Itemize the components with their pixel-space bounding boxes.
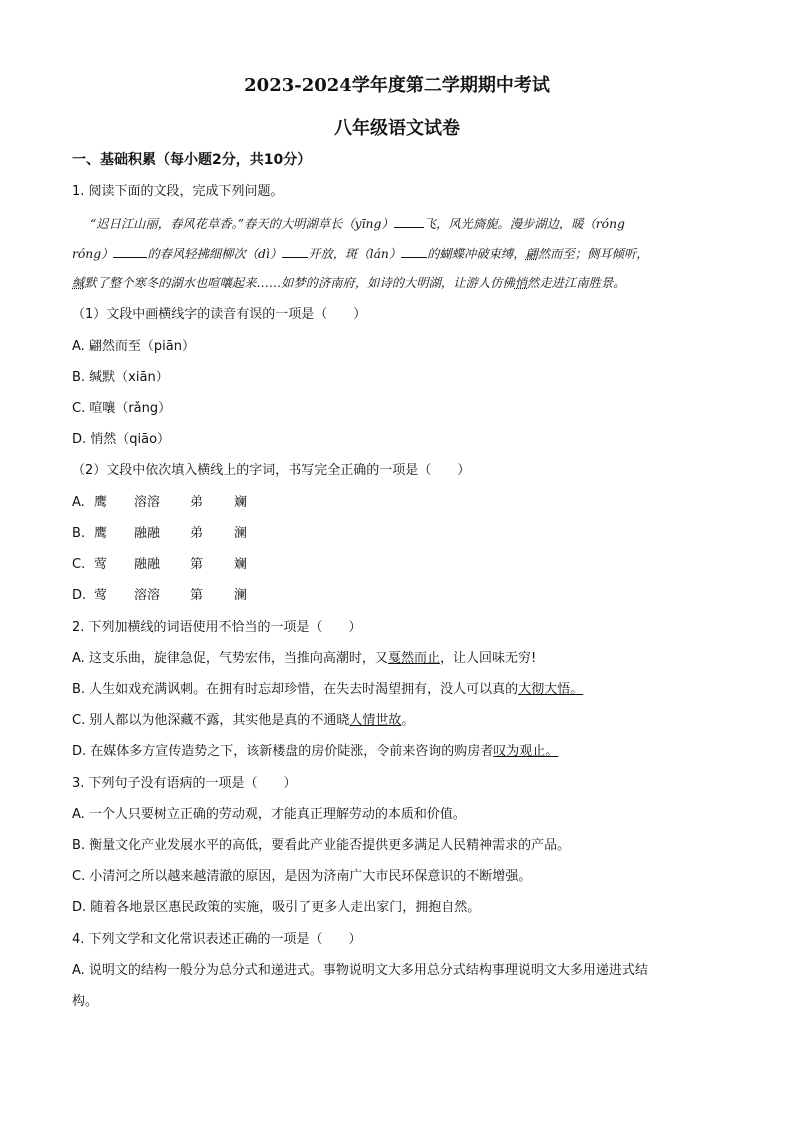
marked-char-jian: 缄 [72, 276, 85, 290]
q3-option-b: B. 衡量文化产业发展水平的高低，要看此产业能否提供更多满足人民精神需求的产品。 [72, 838, 571, 853]
q4-option-a-line1: A. 说明文的结构一般分为总分式和递进式。事物说明文大多用总分式结构事理说明文大多用递进式结 [72, 963, 648, 978]
passage-line-2: róng） 的春风轻拂细柳次（dì） 开放，斑（lán） 的蝴蝶冲破束缚，翩然而至；侧耳倾听， [72, 244, 722, 263]
q1-sub1-stem: （1）文段中画横线字的读音有误的一项是（ ） [72, 307, 367, 322]
q3-stem: 3. 下列句子没有语病的一项是（ ） [72, 776, 297, 791]
q4-stem: 4. 下列文学和文化常识表述正确的一项是（ ） [72, 932, 362, 947]
underlined-phrase: 大彻大悟。 [518, 682, 584, 697]
passage-line-3: 缄默了整个寒冬的湖水也喧嚷起来……如梦的济南府，如诗的大明湖，让游人仿佛悄然走进江南胜景。 [72, 276, 626, 290]
q1-sub1-option-b: B. 缄默（xiān） [72, 370, 169, 385]
q2-stem: 2. 下列加横线的词语使用不恰当的一项是（ ） [72, 620, 362, 635]
blank-2 [113, 244, 147, 258]
exam-subtitle: 八年级语文试卷 [334, 118, 460, 139]
q2-option-c: C. 别人都以为他深藏不露，其实他是真的不通晓人情世故。 [72, 713, 415, 728]
underlined-phrase: 人情世故 [349, 713, 402, 728]
q2-option-b: B. 人生如戏充满讽刺。在拥有时忘却珍惜，在失去时渴望拥有，没人可以真的大彻大悟。 [72, 682, 584, 697]
q1-sub2-option-d: D. 莺 溶溶 第 澜 [72, 588, 248, 603]
marked-char-qiao: 悄 [514, 276, 528, 290]
q4-option-a-line2: 构。 [72, 994, 99, 1009]
q2-option-d: D. 在媒体多方宣传造势之下，该新楼盘的房价陡涨，令前来咨询的购房者叹为观止。 [72, 744, 559, 759]
passage-line-1: “迟日江山丽，春风花草香。”春天的大明湖草长（yīng） 飞，风光旖旎。漫步湖边，暖（róng [90, 214, 740, 233]
q3-option-a: A. 一个人只要树立正确的劳动观，才能真正理解劳动的本质和价值。 [72, 807, 466, 822]
underlined-phrase: 戛然而止 [387, 651, 440, 666]
q1-sub1-option-a: A. 翩然而至（piān） [72, 339, 195, 354]
q1-sub2-option-a: A. 鹰 溶溶 弟 斓 [72, 495, 248, 510]
q1-stem: 1. 阅读下面的文段，完成下列问题。 [72, 184, 284, 199]
blank-3 [282, 244, 308, 258]
underlined-phrase: 叹为观止。 [493, 744, 559, 759]
q3-option-c: C. 小清河之所以越来越清澈的原因，是因为济南广大市民环保意识的不断增强。 [72, 869, 532, 884]
q1-sub2-stem: （2）文段中依次填入横线上的字词，书写完全正确的一项是（ ） [72, 463, 471, 478]
q1-sub2-option-c: C. 莺 融融 第 斓 [72, 557, 248, 572]
q3-option-d: D. 随着各地景区惠民政策的实施，吸引了更多人走出家门，拥抱自然。 [72, 900, 481, 915]
marked-char-pian: 翩 [525, 247, 538, 261]
section-heading: 一、基础积累（每小题2分，共10分） [72, 152, 312, 168]
blank-4 [401, 244, 427, 258]
exam-title: 2023-2024学年度第二学期期中考试 [244, 75, 550, 96]
q1-sub1-option-d: D. 悄然（qiāo） [72, 432, 171, 447]
q2-option-a: A. 这支乐曲，旋律急促，气势宏伟，当推向高潮时，又戛然而止，让人回味无穷! [72, 651, 537, 666]
q1-sub1-option-c: C. 喧嚷（rǎng） [72, 401, 172, 416]
blank-1 [394, 214, 424, 228]
q1-sub2-option-b: B. 鹰 融融 弟 澜 [72, 526, 248, 541]
